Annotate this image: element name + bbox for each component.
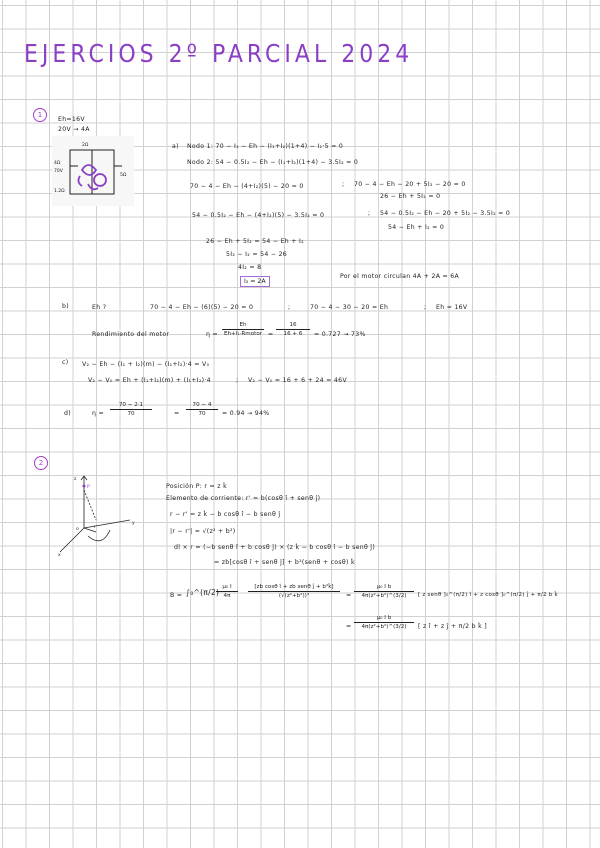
solve-step-2: 5I₂ − I₂ = 54 − 26 [226, 251, 288, 258]
part-b-rearranged: 70 − 4 − 30 − 20 = Eh [310, 304, 389, 311]
part-d-fraction-2: 70 − 4 70 [186, 402, 218, 417]
circuit-label-top: 2Ω [82, 143, 89, 148]
p2-current-element: Elemento de corriente: r' = b(cosθ î + senθ ĵ) [166, 495, 321, 502]
p2-difference: r − r' = z k̂ − b cosθ î − b senθ ĵ [170, 511, 281, 518]
b-mu-fraction: μ₀ I 4π [216, 584, 238, 599]
part-c-line-1: V₂ − Eh − (I₁ + I₂)(m) − (I₁+I₂)·4 = V₀ [82, 361, 210, 368]
eq4-separator: ; [368, 210, 371, 217]
b-equals: = [346, 592, 352, 599]
part-d-result: = 0.94 → 94% [222, 410, 270, 417]
part-b-question: Eh ? [92, 304, 107, 311]
b-bracket-fraction: [zb cosθ î + zb senθ ĵ + b²k̂] (√(z²+b²))³ [248, 584, 340, 599]
b-result-fraction-1: μ₀ I b 4π(z²+b²)^(3/2) [354, 584, 414, 599]
result-i2-box: I₂ = 2A [240, 276, 270, 287]
rendimiento-fraction-2: 16 16 + 6 [276, 322, 310, 337]
p2-cross-product: dl × r = (−b senθ î + b cosθ ĵ) × (z k̂ − b cosθ î − b senθ ĵ) [174, 544, 376, 551]
part-b-equation: 70 − 4 − Eh − (6)(5) − 20 = 0 [150, 304, 254, 311]
circuit-diagram [52, 136, 134, 206]
part-b-eh-result: Eh = 16V [436, 304, 468, 311]
part-c-separator: ; [236, 377, 239, 384]
solve-step-3: 4I₂ = 8 [238, 264, 262, 271]
motor-current-note: Por el motor circulan 4A + 2A = 6A [340, 273, 460, 280]
rendimiento-eta: η = [206, 331, 218, 338]
rendimiento-fraction-1: Eh Eh+I₁·Rmotor [223, 322, 263, 337]
part-d-fraction-1: 70 − 2·1 70 [110, 402, 152, 417]
part-c-label: c) [62, 359, 69, 366]
coordinate-diagram [56, 472, 140, 558]
page-title: EJERCIOS 2º PARCIAL 2024 [24, 40, 414, 69]
eq4-left: 54 − 0.5I₂ − Eh − (4+I₂)(5) − 3.5I₂ = 0 [192, 212, 325, 219]
p2-position: Posición P: r = z k̂ [166, 483, 227, 490]
circuit-label-bottom: 1.2Ω [54, 189, 65, 194]
eq3-right2: 26 − Eh + 5I₂ = 0 [380, 193, 441, 200]
part-d-eta: η = [92, 410, 104, 417]
b-result-fraction-2: μ₀ I b 4π(z²+b²)^(3/2) [354, 615, 414, 630]
part-c-line-2: V₂ − V₀ = Eh + (I₁+I₂)(m) + (I₁+I₂)·4 [88, 377, 211, 384]
b-result-tail-2: [ z î + z ĵ + π/2 b k̂ ] [418, 623, 487, 630]
circuit-label-src: 70V [54, 169, 63, 174]
solve-step-1: 26 − Eh + 5I₂ = 54 − Eh + I₂ [206, 238, 304, 245]
part-a-label: a) [172, 143, 179, 150]
nodo1-equation: Nodo 1: 70 − I₁ − Eh − (I₁+I₂)(1+4) − I₁·5 = 0 [187, 143, 344, 150]
part-d-label: d) [64, 410, 71, 417]
p2-cross-result: = zb[cosθ î + senθ ĵ] + b²(senθ + cosθ) k̂ [214, 559, 355, 566]
part-b-separator: ; [288, 304, 291, 311]
eq4-right2: 54 − Eh + I₂ = 0 [388, 224, 445, 231]
part-b-label: b) [62, 303, 69, 310]
origin-label: o [76, 527, 79, 532]
circuit-label-right: 5Ω [120, 173, 127, 178]
given-current: 20V → 4A [58, 126, 90, 133]
part-b-separator-2: ; [424, 304, 427, 311]
problem-1-badge: 1 [33, 108, 47, 122]
b-result-tail-1: [ z senθ ]₀^(π/2) î + z cosθ ]₀^(π/2) ĵ + π/2 b k̂ [418, 592, 558, 598]
b-field-label: B = [170, 592, 183, 599]
circuit-label-left: 4Ω [54, 161, 61, 166]
eq3-separator: ; [342, 181, 345, 188]
problem-2-badge: 2 [34, 456, 48, 470]
axis-y-label: y [132, 521, 135, 526]
eq4-right: 54 − 0.5I₂ − Eh − 20 + 5I₂ − 3.5I₂ = 0 [380, 210, 511, 217]
rendimiento-equals: = [268, 331, 274, 338]
b-integral-sign: ∫₀^(π/2) [186, 588, 220, 597]
part-c-line-2b: V₂ − V₀ = 16 + 6 + 24 = 46V [248, 377, 347, 384]
part-d-equals: = [174, 410, 180, 417]
axis-x-label: x [58, 553, 61, 558]
given-eh: Eh=16V [58, 116, 85, 123]
axis-z-label: z [74, 477, 77, 482]
p2-magnitude: |r − r'| = √(z² + b²) [170, 528, 236, 535]
eq3-left: 70 − 4 − Eh − (4+I₂)(5) − 20 = 0 [190, 183, 304, 190]
nodo2-equation: Nodo 2: 54 − 0.5I₂ − Eh − (I₁+I₂)(1+4) − 3.5I₂ = 0 [187, 159, 359, 166]
rendimiento-label: Rendimiento del motor [92, 331, 170, 338]
b-equals-2: = [346, 623, 352, 630]
radius-label: r [94, 525, 96, 530]
point-p-label: P [87, 485, 90, 490]
eq3-right: 70 − 4 − Eh − 20 + 5I₂ − 20 = 0 [354, 181, 466, 188]
rendimiento-result: = 0.727 → 73% [314, 331, 366, 338]
